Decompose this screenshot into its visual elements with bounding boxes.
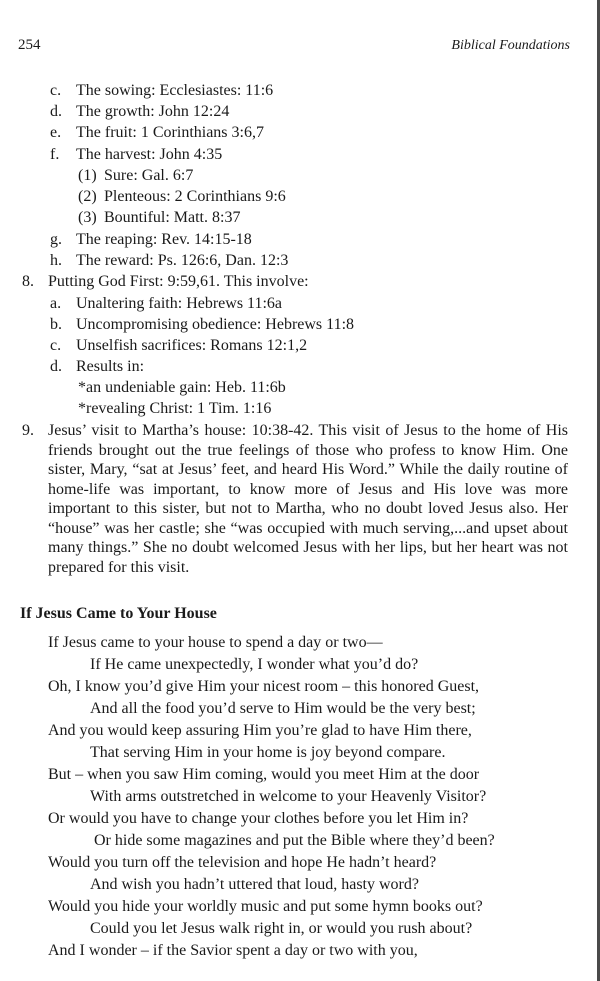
poem-line: If Jesus came to your house to spend a day or two— [48,634,383,651]
outline-text: Uncompromising obedience: Hebrews 11:8 [76,316,355,333]
outline-text: Sure: Gal. 6:7 [104,167,194,184]
outline-subitem [0,166,560,186]
outline-marker: e. [50,124,62,141]
outline-marker: f. [50,146,60,163]
outline-item [0,251,560,271]
outline-item [0,81,560,101]
outline-text: The growth: John 12:24 [76,103,230,120]
outline-marker: h. [50,252,62,269]
outline-item [0,315,560,335]
result-line: *revealing Christ: 1 Tim. 1:16 [78,400,272,417]
outline-text: The harvest: John 4:35 [76,146,223,163]
item-marker: 8. [22,273,34,290]
poem-line: Or would you have to change your clothes before you let Him in? [48,810,469,827]
outline-text: Unaltering faith: Hebrews 11:6a [76,295,283,312]
outline-item [0,145,560,165]
running-head: Biblical Foundations [451,38,570,53]
poem-line: And all the food you’d serve to Him would be the very best; [90,700,476,717]
item-paragraph: Jesus’ visit to Martha’s house: 10:38-42. This visit of Jesus to the home of His friends brought out the true feelings of those who profess to know Him. One sister, Mary, “sat at Jesus’ feet, and heard His Word.” While the daily routine of home-life was important, to know more of Jesus and His love was more important to this sister, but not to Martha, who no doubt loved Jesus also. Her “house” was her castle; she “was occupied with much serving,...and upset about many things.” She no doubt welcomed Jesus with her lips, but her heart was not prepared for this visit. [48,422,568,576]
outline-item [0,123,560,143]
poem-line: Would you turn off the television and hope He hadn’t heard? [48,854,437,871]
poem-line: Could you let Jesus walk right in, or would you rush about? [90,920,473,937]
outline-item [0,102,560,122]
outline-subitem [0,187,560,207]
outline-item [0,294,560,314]
outline-subitem [0,208,560,228]
poem-line: Oh, I know you’d give Him your nicest room – this honored Guest, [48,678,480,695]
outline-marker: g. [50,231,62,248]
outline-marker: a. [50,295,62,312]
numbered-item-8 [0,272,560,292]
outline-marker: (1) [78,167,97,184]
outline-text: Results in: [76,358,145,375]
outline-item [0,336,560,356]
poem-line: If He came unexpectedly, I wonder what you’d do? [90,656,419,673]
outline-marker: b. [50,316,62,333]
outline-marker: c. [50,82,62,99]
poem-line: Would you hide your worldly music and put some hymn books out? [48,898,483,915]
item-text: Putting God First: 9:59,61. This involve: [48,273,309,290]
poem-line: Or hide some magazines and put the Bible where they’d been? [94,832,495,849]
outline-marker: d. [50,103,62,120]
outline-item [0,357,560,377]
poem-line: That serving Him in your home is joy beyond compare. [90,744,446,761]
outline-marker: c. [50,337,62,354]
poem-line: And wish you hadn’t uttered that loud, hasty word? [90,876,419,893]
poem-line: And I wonder – if the Savior spent a day or two with you, [48,942,418,959]
outline-text: Unselfish sacrifices: Romans 12:1,2 [76,337,308,354]
poem-line: But – when you saw Him coming, would you meet Him at the door [48,766,480,783]
outline-text: The reward: Ps. 126:6, Dan. 12:3 [76,252,289,269]
outline-text: The sowing: Ecclesiastes: 11:6 [76,82,274,99]
page-number: 254 [18,37,41,53]
outline-marker: (2) [78,188,97,205]
poem-line: And you would keep assuring Him you’re glad to have Him there, [48,722,472,739]
outline-text: The fruit: 1 Corinthians 3:6,7 [76,124,264,141]
outline-marker: d. [50,358,62,375]
outline-item [0,230,560,250]
outline-text: Plenteous: 2 Corinthians 9:6 [104,188,286,205]
numbered-item-9 [0,421,600,591]
outline-marker: (3) [78,209,97,226]
outline-text: The reaping: Rev. 14:15-18 [76,231,252,248]
result-line: *an undeniable gain: Heb. 11:6b [78,379,286,396]
item-marker: 9. [22,422,34,439]
poem-line: With arms outstretched in welcome to your Heavenly Visitor? [90,788,487,805]
section-heading: If Jesus Came to Your House [20,605,217,622]
outline-text: Bountiful: Matt. 8:37 [104,209,241,226]
